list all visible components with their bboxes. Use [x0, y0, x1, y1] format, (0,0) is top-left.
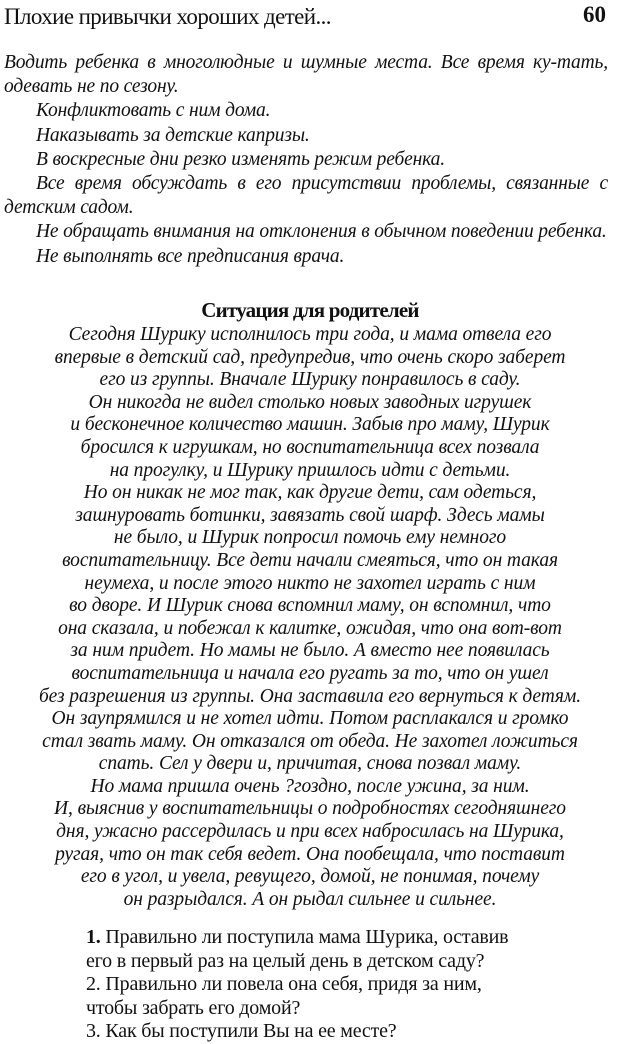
- story-line: за ним придет. Но мамы не было. А вместо нее появилась: [70, 640, 550, 662]
- story-line: Сегодня Шурику исполнилось три года, и мама отвела его: [68, 324, 552, 345]
- story-line: Он заупрямился и не хотел идти. Потом расплакался и громко: [51, 708, 569, 730]
- question-list: [86, 926, 606, 1044]
- question-number: 1.: [86, 926, 101, 948]
- question-text: Правильно ли повела она себя, придя за ним,: [105, 973, 482, 996]
- story-line: его в угол, и увела, ревущего, домой, не понимая, почему: [80, 866, 540, 888]
- list-item: Водить ребенка в многолюдные и шумные места. Все время ку-тать, одевать не по сезону.: [4, 52, 608, 98]
- story-line: во дворе. И Шурик снова вспомнил маму, он вспомнил, что: [69, 595, 551, 617]
- question-item: [86, 926, 606, 973]
- question-text: чтобы забрать его домой?: [86, 996, 301, 1019]
- story-line: она сказала, и побежал к калитке, ожидая, что она вот-вот: [58, 617, 562, 639]
- question-text: Правильно ли поступила мама Шурика, оставив: [105, 926, 509, 948]
- story-line: ругая, что он так себя ведет. Она пообещала, что поставит: [55, 843, 565, 865]
- list-item: Конфликтовать с ним дома.: [36, 100, 271, 122]
- question-number: 2.: [86, 973, 101, 996]
- story-line: на прогулку, и Шурику пришлось идти с детьми.: [109, 459, 511, 481]
- story-line: без разрешения из группы. Она заставила его вернуться к детям.: [38, 685, 582, 707]
- story-line: зашнуровать ботинки, завязать свой шарф. Здесь мамы: [75, 504, 545, 526]
- story-line: воспитательница и начала его ругать за то, что он ушел: [71, 662, 549, 684]
- story-line: воспитательницу. Все дети начали смеяться, что он такая: [62, 549, 558, 571]
- story-line: спать. Сел у двери и, причитая, снова позвал маму.: [98, 753, 522, 775]
- question-number: 3.: [86, 1020, 101, 1043]
- question-item: [86, 973, 606, 1020]
- story-line: его из группы. Вначале Шурику понравилось в саду.: [99, 369, 521, 391]
- story-line: не было, и Шурик попросил помочь ему немного: [113, 527, 507, 549]
- question-text: его в первый раз на целый день в детском саду?: [86, 949, 485, 972]
- recommendation-list: [4, 51, 608, 269]
- story-line: и бесконечное количество машин. Забыв про маму, Шурик: [70, 414, 550, 436]
- section-heading: Ситуация для родителей: [201, 298, 419, 322]
- list-item: Не выполнять все предписания врача.: [36, 245, 345, 267]
- story-line: Но мама пришла очень ?гоздно, после ужина, за ним.: [90, 775, 530, 797]
- question-item: [86, 1020, 606, 1044]
- running-title: Плохие привычки хороших детей...: [4, 4, 331, 29]
- page-header: [4, 2, 616, 36]
- page-number: 60: [583, 2, 606, 27]
- story-line: стал звать маму. Он отказался от обеда. Не захотел ложиться: [42, 730, 578, 752]
- story-line: И, выяснив у воспитательницы о подробностях сегодняшнего: [54, 798, 566, 820]
- story-text: [0, 324, 620, 911]
- story-line: впервые в детский сад, предупредив, что очень скоро заберет: [54, 346, 566, 368]
- story-line: дня, ужасно рассердилась и при всех набросилась на Шурика,: [56, 821, 564, 843]
- question-text: Как бы поступили Вы на ее месте?: [105, 1020, 397, 1043]
- story-line: он разрыдался. А он рыдал сильнее и сильнее.: [123, 888, 497, 910]
- list-item: В воскресные дни резко изменять режим ребенка.: [36, 148, 445, 170]
- story-line: Но он никак не мог так, как другие дети, сам одеться,: [83, 482, 537, 504]
- story-line: бросился к игрушкам, но воспитательница всех позвала: [80, 436, 540, 458]
- story-line: неумеха, и после этого никто не захотел играть с ним: [84, 572, 536, 594]
- story-line: Он никогда не видел столько новых заводных игрушек: [88, 391, 532, 413]
- list-item: Все время обсуждать в его присутствии проблемы, связанные с детским садом.: [4, 173, 608, 219]
- list-item: Наказывать за детские капризы.: [36, 124, 310, 146]
- list-item: Не обращать внимания на отклонения в обычном поведении ребенка.: [36, 221, 607, 243]
